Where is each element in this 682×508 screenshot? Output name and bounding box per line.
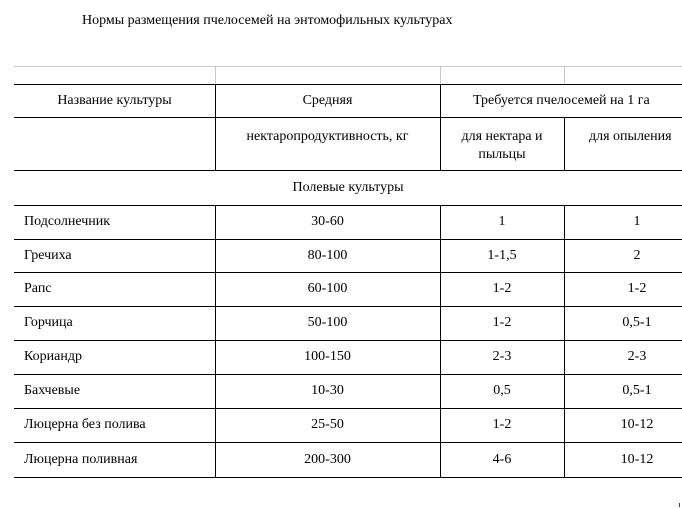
row-border: [14, 239, 682, 240]
header-mid-border: [14, 117, 682, 118]
top-divider-1: [215, 66, 216, 84]
header-nectar-line1: для нектара и: [461, 129, 543, 144]
cell-pollination: 1: [633, 214, 641, 229]
cell-pollination: 10-12: [620, 451, 654, 467]
row-border: [14, 374, 682, 375]
cell-crop: Бахчевые: [24, 383, 81, 398]
cell-nectar: 1-2: [492, 417, 512, 432]
section-bottom-border: [14, 205, 682, 206]
cell-crop: Подсолнечник: [24, 214, 111, 229]
header-required-colonies: Требуется пчелосемей на 1 га: [473, 93, 650, 108]
header-nectar-line2: пыльцы: [478, 147, 526, 162]
cell-crop: Гречиха: [24, 247, 72, 263]
cell-productivity: 100-150: [304, 349, 351, 364]
header-crop-name: Название культуры: [57, 93, 172, 108]
header-top-border: [14, 84, 682, 85]
table-bottom-border: [14, 477, 682, 478]
row-border: [14, 442, 682, 443]
cell-productivity: 25-50: [311, 417, 344, 432]
cell-nectar: 1-1,5: [487, 247, 517, 263]
cell-pollination: 0,5-1: [622, 315, 652, 330]
edge-mark: [679, 503, 680, 507]
cell-nectar: 2-3: [492, 349, 512, 364]
cell-productivity: 50-100: [307, 315, 348, 330]
cell-pollination: 2-3: [627, 349, 647, 364]
row-border: [14, 306, 682, 307]
cell-nectar: 1-2: [492, 315, 512, 330]
row-border: [14, 340, 682, 341]
header-pollination: для опыления: [589, 129, 672, 144]
cell-nectar: 1: [498, 214, 506, 229]
header-avg-productivity-line2: нектаропродуктивность, кг: [246, 129, 409, 144]
cell-nectar: 0,5: [493, 383, 511, 398]
top-divider-3: [564, 66, 565, 84]
cell-crop: Рапс: [24, 281, 52, 296]
header-bottom-border: [14, 170, 682, 171]
cell-productivity: 60-100: [307, 281, 348, 296]
table-top-border: [14, 66, 682, 67]
cell-crop: Кориандр: [24, 349, 82, 364]
cell-productivity: 200-300: [304, 451, 351, 467]
cell-productivity: 80-100: [307, 247, 348, 263]
top-divider-2: [440, 66, 441, 84]
cell-nectar: 1-2: [492, 281, 512, 296]
cell-pollination: 10-12: [620, 417, 654, 432]
page-title: Нормы размещения пчелосемей на энтомофильных культурах: [82, 13, 453, 28]
header-avg-productivity-line1: Средняя: [302, 93, 353, 108]
cell-productivity: 10-30: [311, 383, 344, 398]
cell-productivity: 30-60: [311, 214, 344, 229]
section-field-crops: Полевые культуры: [292, 180, 404, 195]
cell-crop: Горчица: [24, 315, 73, 330]
cell-pollination: 2: [633, 247, 641, 263]
cell-pollination: 1-2: [627, 281, 647, 296]
cell-pollination: 0,5-1: [622, 383, 652, 398]
cell-nectar: 4-6: [492, 451, 512, 467]
col-divider-3: [564, 117, 565, 170]
cell-crop: Люцерна поливная: [24, 451, 138, 467]
row-border: [14, 408, 682, 409]
cell-crop: Люцерна без полива: [24, 417, 146, 432]
row-border: [14, 272, 682, 273]
